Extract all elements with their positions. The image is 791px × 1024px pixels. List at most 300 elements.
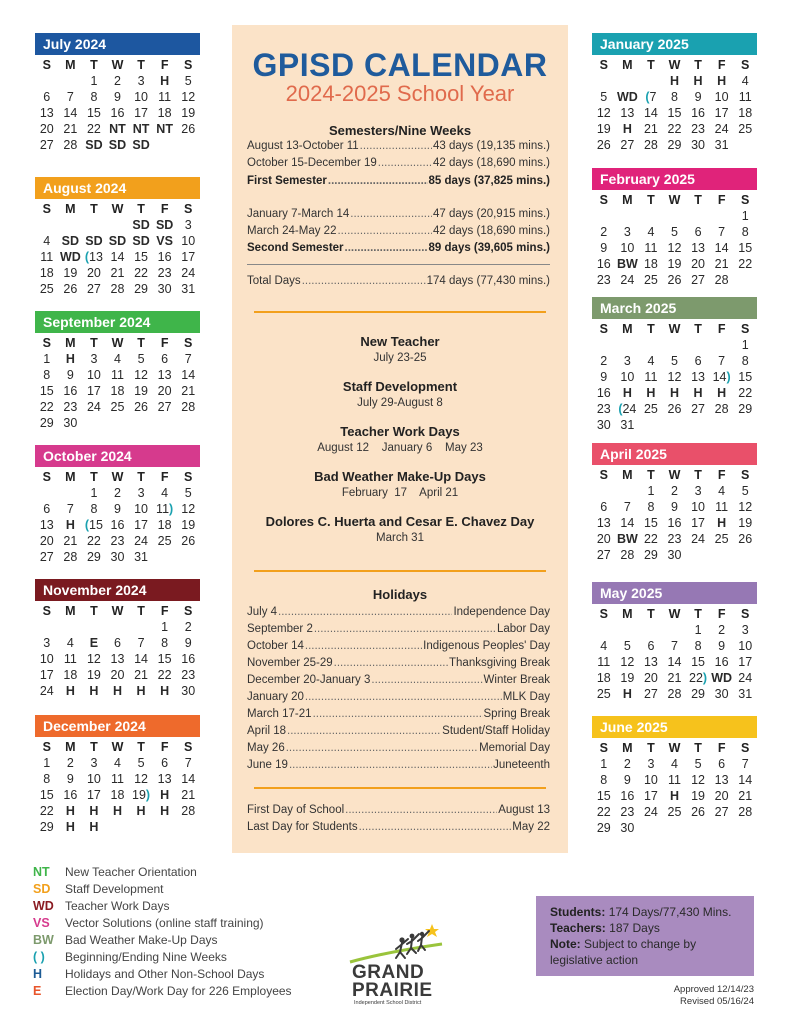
day-cell: 6 bbox=[43, 502, 51, 516]
empty-cell bbox=[663, 622, 687, 638]
day-cell: SD bbox=[108, 234, 127, 248]
day-cell: 22 bbox=[157, 668, 172, 682]
day-cell: 26 bbox=[181, 534, 196, 548]
day-cell: 22 bbox=[39, 400, 54, 414]
day-cell: 29 bbox=[596, 821, 611, 835]
weekday-header: M bbox=[65, 604, 76, 618]
weekday-header: T bbox=[694, 741, 702, 755]
day-cell: 24 bbox=[86, 400, 101, 414]
holiday-row bbox=[247, 758, 550, 773]
semester-total-row bbox=[247, 174, 550, 189]
legend-code: ( ) bbox=[33, 950, 45, 964]
day-cell: 14 bbox=[714, 241, 729, 255]
day-cell: 1 bbox=[600, 757, 608, 771]
day-cell: 8 bbox=[694, 639, 702, 653]
day-cell: 26 bbox=[667, 402, 682, 416]
day-cell: 7 bbox=[137, 636, 145, 650]
holiday-row bbox=[247, 724, 550, 739]
semester-row bbox=[247, 139, 550, 154]
day-cell: BW bbox=[616, 532, 638, 546]
day-cell: 30 bbox=[157, 282, 172, 296]
day-cell: 15 bbox=[667, 106, 682, 120]
day-cell: 19 bbox=[181, 106, 196, 120]
legend-item bbox=[33, 932, 218, 949]
day-cell: 4 bbox=[741, 74, 749, 88]
leader-dots bbox=[302, 274, 426, 289]
leader-dots bbox=[345, 241, 428, 256]
day-cell: 5 bbox=[600, 90, 608, 104]
day-cell: H bbox=[693, 74, 703, 88]
day-cell: 18 bbox=[110, 788, 125, 802]
weekday-header: M bbox=[622, 322, 633, 336]
legend-code: SD bbox=[33, 882, 51, 896]
day-cell: 19) bbox=[132, 788, 151, 802]
day-cell: SD bbox=[155, 218, 174, 232]
day-cell: 17 bbox=[738, 655, 753, 669]
day-cell: 7 bbox=[66, 502, 74, 516]
day-cell: NT bbox=[132, 122, 150, 136]
day-cell: 1 bbox=[90, 486, 98, 500]
weekday-header: S bbox=[599, 741, 608, 755]
logo-figures-icon bbox=[346, 922, 446, 966]
day-cell: H bbox=[717, 516, 727, 530]
semesters-heading: Semesters/Nine Weeks bbox=[328, 123, 472, 138]
row-label: Second Semester bbox=[247, 242, 344, 254]
day-cell: 3 bbox=[741, 623, 749, 637]
month-grid bbox=[35, 469, 200, 565]
district-logo bbox=[346, 922, 446, 1010]
day-cell: 10 bbox=[738, 639, 753, 653]
calendar-april-2025 bbox=[592, 443, 757, 563]
day-cell: 7 bbox=[184, 756, 192, 770]
day-cell: 26 bbox=[667, 273, 682, 287]
day-cell: 9 bbox=[114, 90, 121, 104]
day-cell: 10 bbox=[181, 234, 196, 248]
day-cell: 1 bbox=[741, 338, 749, 352]
day-cell: 25 bbox=[714, 532, 729, 546]
day-cell: SD bbox=[61, 234, 80, 248]
day-cell: 10 bbox=[39, 652, 54, 666]
legend-item bbox=[33, 864, 197, 881]
holiday-name: Memorial Day bbox=[479, 742, 550, 754]
weekday-header: F bbox=[717, 193, 726, 207]
calendar-march-2025 bbox=[592, 297, 757, 433]
day-cell: H bbox=[622, 122, 632, 136]
weekday-header: M bbox=[65, 336, 76, 350]
day-cell: NT bbox=[109, 122, 126, 136]
day-cell: 3 bbox=[90, 756, 98, 770]
day-cell: 23 bbox=[110, 534, 125, 548]
day-cell: H bbox=[65, 820, 75, 834]
event-title: New Teacher bbox=[360, 334, 440, 349]
day-cell: 18 bbox=[643, 257, 658, 271]
month-grid bbox=[35, 335, 200, 431]
empty-cell bbox=[59, 217, 83, 233]
day-cell: 20 bbox=[86, 266, 101, 280]
day-cell: 1 bbox=[43, 756, 51, 770]
day-cell: 17 bbox=[86, 788, 101, 802]
month-title: December 2024 bbox=[35, 715, 200, 737]
weekday-header: S bbox=[184, 740, 193, 754]
day-cell: 13 bbox=[157, 368, 172, 382]
day-cell: 28 bbox=[63, 550, 78, 564]
day-cell: H bbox=[112, 804, 122, 818]
day-cell: 12 bbox=[86, 652, 101, 666]
leader-dots bbox=[360, 139, 432, 154]
weekday-header: W bbox=[111, 58, 124, 72]
day-cell: 8 bbox=[43, 368, 51, 382]
legend-item bbox=[33, 966, 264, 983]
day-cell: 5 bbox=[671, 354, 678, 368]
day-cell: 21 bbox=[63, 534, 78, 548]
calendar-december-2024 bbox=[35, 715, 200, 835]
weekday-header: T bbox=[90, 202, 98, 216]
leader-dots bbox=[287, 724, 441, 739]
day-cell: 11 bbox=[715, 500, 729, 514]
day-cell: 7 bbox=[66, 90, 74, 104]
day-cell: 28 bbox=[63, 138, 78, 152]
weekday-header: F bbox=[160, 58, 169, 72]
day-cell: 31 bbox=[620, 418, 635, 432]
day-cell: 21 bbox=[738, 789, 753, 803]
holiday-name: Thanksgiving Break bbox=[449, 657, 550, 669]
day-cell: 20 bbox=[643, 671, 658, 685]
day-cell: 7 bbox=[718, 354, 726, 368]
day-cell: 27 bbox=[596, 548, 611, 562]
day-cell: 17 bbox=[86, 384, 101, 398]
day-cell: 13 bbox=[39, 106, 54, 120]
day-cell: (7 bbox=[645, 90, 657, 104]
day-cell: 2 bbox=[671, 484, 678, 498]
leader-dots bbox=[371, 673, 482, 688]
weekday-header: S bbox=[599, 468, 608, 482]
holiday-name: Labor Day bbox=[496, 623, 550, 635]
semester-row bbox=[247, 224, 550, 239]
calendar-january-2025 bbox=[592, 33, 757, 153]
month-title: October 2024 bbox=[35, 445, 200, 467]
day-cell: 4 bbox=[600, 639, 608, 653]
month-grid bbox=[592, 192, 757, 288]
day-cell: H bbox=[89, 820, 99, 834]
page-subtitle: 2024-2025 School Year bbox=[285, 81, 515, 106]
weekday-header: S bbox=[42, 740, 51, 754]
day-cell: 16 bbox=[596, 386, 611, 400]
day-cell: 6 bbox=[694, 225, 702, 239]
day-cell: 17 bbox=[134, 518, 149, 532]
weekday-header: S bbox=[42, 58, 51, 72]
day-cell: H bbox=[65, 684, 75, 698]
weekday-header: F bbox=[160, 604, 169, 618]
day-cell: 5 bbox=[741, 484, 749, 498]
day-cell: 9 bbox=[600, 241, 608, 255]
weekday-header: F bbox=[717, 607, 726, 621]
day-cell: 25 bbox=[110, 400, 125, 414]
weekday-header: S bbox=[184, 470, 193, 484]
day-cell: H bbox=[65, 352, 75, 366]
day-cell: 6 bbox=[694, 354, 702, 368]
legend-text: Staff Development bbox=[65, 882, 164, 896]
day-cell: 30 bbox=[181, 684, 196, 698]
holiday-row bbox=[247, 656, 550, 671]
day-cell: 21 bbox=[134, 668, 149, 682]
calendar-october-2024 bbox=[35, 445, 200, 565]
day-cell: 23 bbox=[691, 122, 706, 136]
legend-item bbox=[33, 898, 169, 915]
weekday-header: T bbox=[647, 607, 655, 621]
day-cell: 10 bbox=[134, 90, 149, 104]
weekday-header: T bbox=[647, 468, 655, 482]
leader-dots bbox=[314, 622, 496, 637]
day-cell: 4 bbox=[647, 225, 655, 239]
day-cell: 17 bbox=[691, 516, 706, 530]
day-cell: 5 bbox=[137, 756, 145, 770]
weekday-header: F bbox=[717, 58, 726, 72]
day-cell: 30 bbox=[691, 138, 706, 152]
day-cell: 14) bbox=[712, 370, 731, 384]
day-cell: 8 bbox=[741, 354, 749, 368]
day-cell: H bbox=[136, 804, 146, 818]
row-value: 42 days (18,690 mins.) bbox=[433, 157, 550, 169]
day-cell: 20 bbox=[714, 789, 729, 803]
day-cell: 11 bbox=[668, 773, 681, 787]
day-cell: 11 bbox=[738, 90, 752, 104]
day-cell: 15 bbox=[39, 384, 54, 398]
legend-text: Bad Weather Make-Up Days bbox=[65, 933, 218, 947]
event-title: Bad Weather Make-Up Days bbox=[314, 469, 486, 484]
day-cell: 26 bbox=[738, 532, 753, 546]
day-cell: 7 bbox=[671, 639, 678, 653]
weekday-header: T bbox=[137, 604, 145, 618]
weekday-header: M bbox=[622, 193, 633, 207]
day-cell: 22 bbox=[643, 532, 658, 546]
day-cell: 25 bbox=[596, 687, 611, 701]
day-cell: H bbox=[65, 518, 75, 532]
day-cell: 24 bbox=[691, 532, 706, 546]
semester-row bbox=[247, 207, 550, 222]
day-cell: H bbox=[160, 788, 170, 802]
note-value: Subject to change by legislative action bbox=[550, 937, 697, 967]
day-cell: 18 bbox=[157, 518, 172, 532]
row-label: August 13-October 11 bbox=[247, 140, 359, 152]
holiday-date: May 26 bbox=[247, 742, 285, 754]
day-cell: 1 bbox=[647, 484, 655, 498]
month-grid bbox=[592, 606, 757, 702]
day-cell: 10 bbox=[691, 500, 706, 514]
semester-row bbox=[247, 156, 550, 171]
day-cell: 24 bbox=[39, 684, 54, 698]
weekday-header: W bbox=[111, 740, 124, 754]
day-cell: 7 bbox=[184, 352, 192, 366]
empty-cell bbox=[639, 73, 663, 89]
day-cell: 22 bbox=[738, 257, 753, 271]
day-cell: 8 bbox=[161, 636, 169, 650]
empty-cell bbox=[59, 619, 83, 635]
weekday-header: M bbox=[65, 740, 76, 754]
day-cell: 10 bbox=[714, 90, 729, 104]
weekday-header: S bbox=[741, 468, 750, 482]
day-cell: 4 bbox=[66, 636, 74, 650]
row-value: 42 days (18,690 mins.) bbox=[433, 225, 550, 237]
month-grid bbox=[35, 201, 200, 297]
weekday-header: M bbox=[622, 741, 633, 755]
day-cell: SD bbox=[132, 138, 150, 152]
revised-date: Revised 05/16/24 bbox=[680, 996, 754, 1007]
day-cell: H bbox=[669, 386, 679, 400]
legend-text: Election Day/Work Day for 226 Employees bbox=[65, 984, 292, 998]
weekday-header: M bbox=[65, 58, 76, 72]
day-cell: H bbox=[160, 684, 170, 698]
legend-item bbox=[33, 881, 164, 898]
day-cell: H bbox=[669, 789, 679, 803]
day-cell: 28 bbox=[643, 138, 658, 152]
month-title: August 2024 bbox=[35, 177, 200, 199]
day-cell: 17 bbox=[714, 106, 729, 120]
weekday-header: T bbox=[694, 322, 702, 336]
empty-cell bbox=[710, 208, 734, 224]
day-cell: 5 bbox=[623, 639, 631, 653]
month-grid bbox=[35, 57, 200, 153]
holiday-name: Winter Break bbox=[483, 674, 550, 686]
day-cell: 8 bbox=[741, 225, 749, 239]
day-cell: 6 bbox=[647, 639, 655, 653]
day-cell: 25 bbox=[39, 282, 54, 296]
month-grid bbox=[35, 603, 200, 699]
event-dates: July 29-August 8 bbox=[357, 397, 443, 409]
empty-cell bbox=[639, 208, 663, 224]
day-cell: 11 bbox=[111, 772, 124, 786]
day-cell: 28 bbox=[667, 687, 682, 701]
day-cell: 19 bbox=[667, 257, 682, 271]
month-title: April 2025 bbox=[592, 443, 757, 465]
day-cell: 8 bbox=[647, 500, 655, 514]
day-cell: 4 bbox=[718, 484, 726, 498]
day-cell: 8 bbox=[90, 502, 98, 516]
holiday-name: Indigenous Peoples' Day bbox=[423, 640, 550, 652]
month-title: June 2025 bbox=[592, 716, 757, 738]
weekday-header: T bbox=[647, 58, 655, 72]
day-cell: H bbox=[717, 386, 727, 400]
day-cell: 13 bbox=[714, 773, 729, 787]
day-cell: 28 bbox=[738, 805, 753, 819]
day-cell: 26 bbox=[691, 805, 706, 819]
day-cell: 3 bbox=[184, 218, 192, 232]
day-cell: 3 bbox=[694, 484, 702, 498]
weekday-header: W bbox=[668, 58, 681, 72]
empty-cell bbox=[82, 217, 106, 233]
day-cell: 18 bbox=[596, 671, 611, 685]
day-cell: 12 bbox=[620, 655, 635, 669]
weekday-header: S bbox=[741, 58, 750, 72]
holiday-name: MLK Day bbox=[502, 691, 550, 703]
day-cell: 24 bbox=[181, 266, 196, 280]
holiday-row bbox=[247, 639, 550, 654]
weekday-header: S bbox=[184, 336, 193, 350]
day-cell: 1 bbox=[90, 74, 98, 88]
day-cell: H bbox=[622, 386, 632, 400]
day-cell: 21 bbox=[63, 122, 78, 136]
day-cell: 14 bbox=[110, 250, 125, 264]
day-cell: 9 bbox=[671, 500, 678, 514]
legend-code: VS bbox=[33, 916, 50, 930]
day-cell: 9 bbox=[66, 772, 74, 786]
day-cell: H bbox=[160, 74, 170, 88]
day-cell: 18 bbox=[39, 266, 54, 280]
empty-cell bbox=[82, 619, 106, 635]
day-cell: 9 bbox=[184, 636, 192, 650]
day-cell: H bbox=[693, 386, 703, 400]
day-cell: 5 bbox=[694, 757, 702, 771]
weekday-header: W bbox=[668, 607, 681, 621]
empty-cell bbox=[592, 483, 616, 499]
day-cell: H bbox=[622, 687, 632, 701]
holiday-date: September 2 bbox=[247, 623, 313, 635]
first-day-row bbox=[247, 803, 550, 818]
day-cell: 20 bbox=[39, 534, 54, 548]
legend-text: Vector Solutions (online staff training) bbox=[65, 916, 264, 930]
day-cell: SD bbox=[85, 138, 103, 152]
day-cell: 6 bbox=[161, 352, 169, 366]
leader-dots bbox=[286, 741, 478, 756]
day-cell: 30 bbox=[596, 418, 611, 432]
holiday-name: Juneteenth bbox=[493, 759, 550, 771]
weekday-header: W bbox=[668, 322, 681, 336]
weekday-header: F bbox=[160, 470, 169, 484]
day-cell: 10 bbox=[620, 241, 635, 255]
weekday-header: W bbox=[111, 202, 124, 216]
day-cell: 16 bbox=[596, 257, 611, 271]
day-cell: 21 bbox=[110, 266, 125, 280]
empty-cell bbox=[639, 622, 663, 638]
day-cell: 18 bbox=[157, 106, 172, 120]
weekday-header: S bbox=[599, 193, 608, 207]
day-cell: 4 bbox=[114, 352, 121, 366]
day-cell: 24 bbox=[620, 273, 635, 287]
day-cell: 3 bbox=[647, 757, 655, 771]
day-cell: 11 bbox=[63, 652, 77, 666]
day-cell: H bbox=[89, 684, 99, 698]
calendar-may-2025 bbox=[592, 582, 757, 702]
day-cell: 3 bbox=[43, 636, 51, 650]
day-cell: 2 bbox=[600, 354, 608, 368]
day-cell: 22 bbox=[596, 805, 611, 819]
weekday-header: T bbox=[90, 604, 98, 618]
weekday-header: T bbox=[647, 322, 655, 336]
month-title: September 2024 bbox=[35, 311, 200, 333]
note-line bbox=[550, 936, 740, 968]
day-cell: 11) bbox=[156, 502, 174, 516]
day-cell: 22 bbox=[39, 804, 54, 818]
day-cell: 10 bbox=[620, 370, 635, 384]
weekday-header: T bbox=[137, 470, 145, 484]
leader-dots bbox=[313, 707, 483, 722]
day-cell: 28 bbox=[181, 804, 196, 818]
day-cell: (24 bbox=[618, 402, 637, 416]
divider bbox=[247, 264, 550, 265]
empty-cell bbox=[616, 337, 640, 353]
legend-text: Beginning/Ending Nine Weeks bbox=[65, 950, 227, 964]
legend-code: E bbox=[33, 984, 42, 998]
day-cell: 12 bbox=[596, 106, 611, 120]
day-cell: SD bbox=[108, 138, 127, 152]
day-cell: 15 bbox=[86, 106, 101, 120]
day-cell: 11 bbox=[644, 370, 658, 384]
divider bbox=[254, 570, 546, 572]
day-cell: 23 bbox=[667, 532, 682, 546]
day-cell: H bbox=[669, 74, 679, 88]
day-cell: 28 bbox=[110, 282, 125, 296]
month-title: November 2024 bbox=[35, 579, 200, 601]
day-cell: NT bbox=[156, 122, 173, 136]
